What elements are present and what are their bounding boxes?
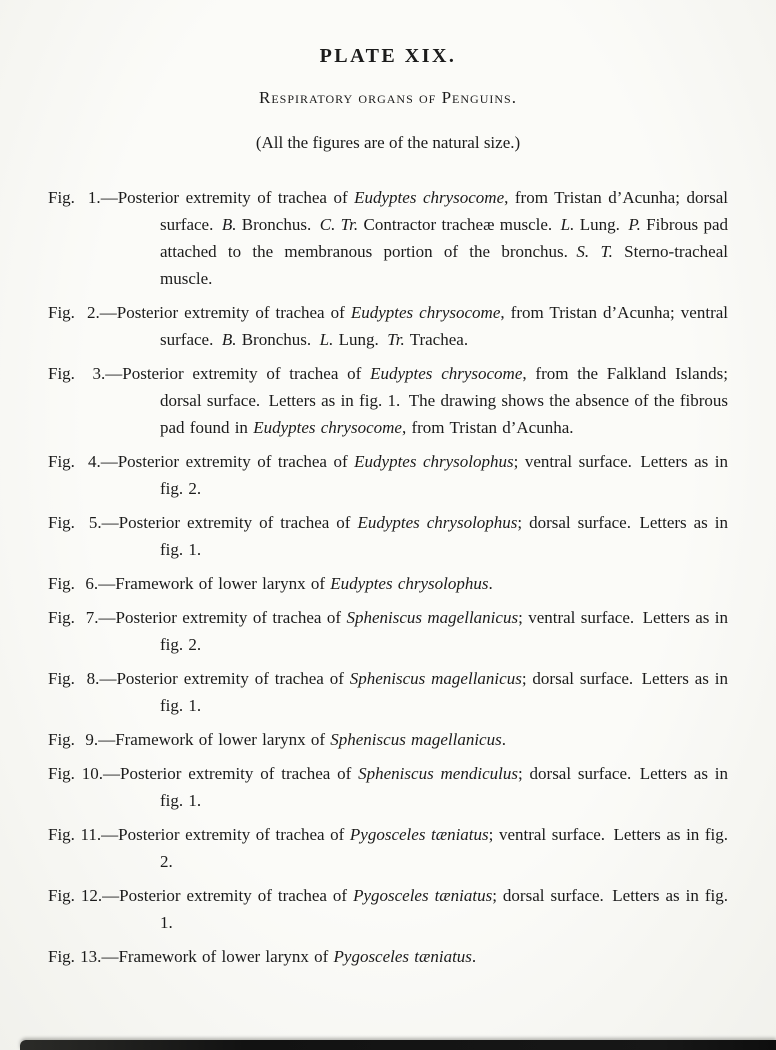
caption-text: , from Tristan d’Acunha. — [401, 418, 574, 437]
caption-text: ; ventral surface. Letters as in fig. 2. — [160, 825, 728, 871]
figure-label: Fig. 4. — [48, 452, 101, 471]
figure-label: Fig. 7. — [48, 608, 99, 627]
figure-label: Fig. 9. — [48, 730, 99, 749]
italic-text: L. — [319, 330, 334, 349]
italic-text: Spheniscus magellanicus — [330, 730, 502, 749]
caption-text: —Posterior extremity of trachea of — [105, 364, 371, 383]
italic-text: Pygosceles tæniatus — [353, 886, 493, 905]
caption-text: Contractor tracheæ muscle. — [358, 215, 561, 234]
figure-entry — [48, 760, 728, 814]
caption-text: ; dorsal surface. Letters as in fig. 1. — [160, 513, 728, 559]
caption-text: ; dorsal surface. Letters as in fig. 1. — [160, 669, 728, 715]
figure-label: Fig. 11. — [48, 825, 102, 844]
caption-text: Bronchus. — [236, 330, 320, 349]
caption-text: Trachea. — [404, 330, 469, 349]
caption-text: —Posterior extremity of trachea of — [100, 188, 355, 207]
caption-text: ; dorsal surface. Letters as in fig. 1. — [160, 764, 728, 810]
caption-text: , from Tristan d’Acunha; dorsal surface. — [160, 188, 728, 234]
caption-text: Lung. — [574, 215, 629, 234]
plate-subtitle: Respiratory organs of Penguins. — [259, 88, 517, 107]
italic-text: Eudyptes chrysolophus — [330, 574, 489, 593]
caption-text: —Framework of lower larynx of — [98, 730, 331, 749]
italic-text: C. Tr. — [319, 215, 359, 234]
figure-entry — [48, 509, 728, 563]
figure-label: Fig. 12. — [48, 886, 103, 905]
italic-text: Spheniscus mendiculus — [358, 764, 518, 783]
figure-label: Fig. 6. — [48, 574, 99, 593]
plate-title: PLATE XIX. — [319, 45, 457, 67]
figure-entry — [48, 448, 728, 502]
italic-text: Eudyptes chrysocome — [350, 303, 501, 322]
caption-text: —Posterior extremity of trachea of — [100, 452, 355, 471]
italic-text: Eudyptes chrysocome — [354, 188, 505, 207]
figure-label: Fig. 5. — [48, 513, 102, 532]
caption-text: ; ventral surface. Letters as in fig. 2. — [160, 452, 728, 498]
scan-edge-artifact — [20, 1040, 776, 1050]
italic-text: P. — [628, 215, 641, 234]
caption-text: . — [488, 574, 493, 593]
caption-text: —Posterior extremity of trachea of — [98, 608, 347, 627]
figure-label: Fig. 10. — [48, 764, 104, 783]
caption-text: —Posterior extremity of trachea of — [99, 669, 350, 688]
caption-text: —Posterior extremity of trachea of — [103, 764, 359, 783]
figure-entry — [48, 299, 728, 353]
caption-text: —Posterior extremity of trachea of — [101, 825, 350, 844]
caption-text: ; ventral surface. Letters as in fig. 2. — [160, 608, 729, 654]
italic-text: Eudyptes chrysolophus — [357, 513, 518, 532]
italic-text: Pygosceles tæniatus — [333, 947, 472, 966]
caption-text: Bronchus. — [236, 215, 320, 234]
figure-label: Fig. 8. — [48, 669, 100, 688]
italic-text: S. T. — [576, 242, 613, 261]
size-note: (All the figures are of the natural size.) — [255, 133, 521, 152]
caption-text: —Posterior extremity of trachea of — [102, 886, 354, 905]
caption-text: , from Tristan d’Acunha; ventral surface. — [160, 303, 728, 349]
caption-text: . — [471, 947, 477, 966]
figure-entry — [48, 604, 728, 658]
figure-label: Fig. 13. — [48, 947, 102, 966]
figure-entry — [48, 882, 728, 936]
figure-label: Fig. 2. — [48, 303, 100, 322]
figure-entry — [48, 570, 728, 597]
caption-text: —Framework of lower larynx of — [98, 574, 331, 593]
italic-text: Tr. — [387, 330, 405, 349]
italic-text: L. — [560, 215, 575, 234]
caption-text: Fibrous pad attached to the membranous portion of the bronchus. — [160, 215, 729, 261]
figure-list — [48, 184, 728, 970]
italic-text: Spheniscus magellanicus — [346, 608, 519, 627]
caption-text: Lung. — [333, 330, 388, 349]
figure-entry — [48, 943, 728, 970]
caption-text: —Posterior extremity of trachea of — [101, 513, 358, 532]
italic-text: B. — [221, 215, 237, 234]
caption-text: ; dorsal surface. Letters as in fig. 1. — [160, 886, 728, 932]
figure-entry — [48, 821, 728, 875]
figure-label: Fig. 3. — [48, 364, 106, 383]
caption-text: Sterno-tracheal muscle. — [160, 242, 728, 288]
caption-text: . — [501, 730, 506, 749]
italic-text: B. — [221, 330, 237, 349]
figure-entry — [48, 184, 728, 292]
italic-text: Eudyptes chrysocome — [253, 418, 402, 437]
figure-entry — [48, 726, 728, 753]
figure-label: Fig. 1. — [48, 188, 101, 207]
figure-entry — [48, 665, 728, 719]
caption-text: , from the Falkland Islands; dorsal surface. Letters as in fig. 1. The drawing shows the absence of the fibrous pad found in — [160, 364, 728, 437]
italic-text: Spheniscus magellanicus — [349, 669, 522, 688]
italic-text: Eudyptes chrysocome — [370, 364, 523, 383]
plate-header — [48, 44, 728, 154]
italic-text: Eudyptes chrysolophus — [354, 452, 514, 471]
caption-text: —Posterior extremity of trachea of — [99, 303, 351, 322]
italic-text: Pygosceles tæniatus — [349, 825, 489, 844]
caption-text: —Framework of lower larynx of — [101, 947, 334, 966]
figure-entry — [48, 360, 728, 441]
